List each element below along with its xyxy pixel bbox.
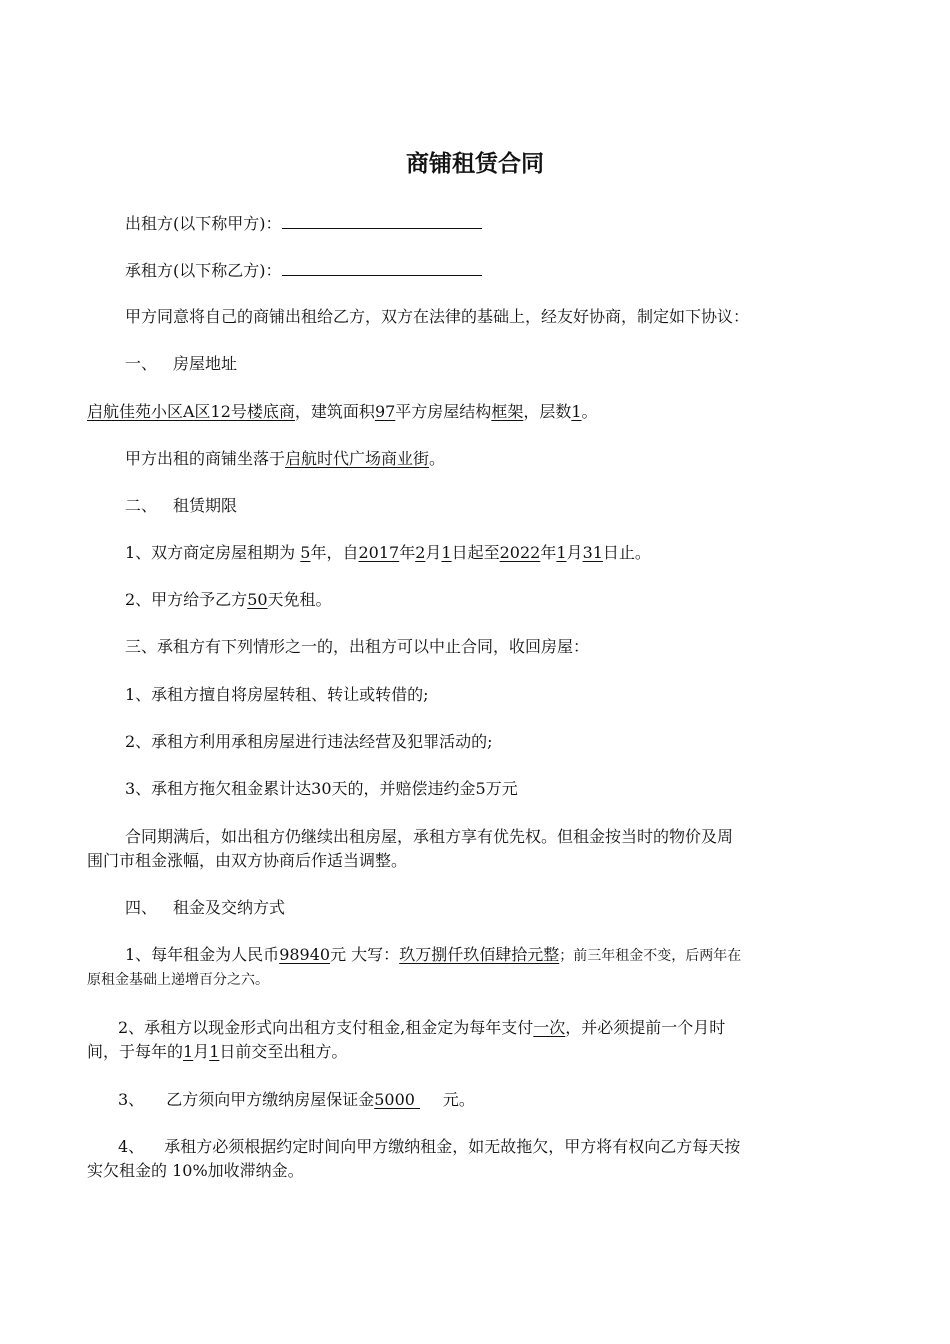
- payment-day-value: 1: [209, 1042, 220, 1061]
- payment-text: 2、承租方以现金形式向出租方支付租金,租金定为每年支付: [118, 1018, 534, 1037]
- term-text: 年: [540, 543, 557, 562]
- rent-text: 1、每年租金为人民币: [125, 945, 280, 964]
- address-line: [87, 401, 598, 423]
- start-month-value: 2: [415, 543, 426, 562]
- payment-line: [118, 1017, 725, 1039]
- term-line: [125, 542, 651, 564]
- address-text: ，建筑面积: [294, 402, 375, 421]
- section-1-number: 一、: [125, 354, 158, 373]
- address-text: 。: [581, 402, 598, 421]
- area-value: 97: [374, 402, 396, 421]
- structure-value: 框架: [491, 402, 524, 421]
- address-value: 启航佳苑小区A区12号楼底商: [87, 402, 295, 421]
- payment-text: ，并必须提前一个月时: [565, 1018, 726, 1037]
- term-text: 月: [425, 543, 442, 562]
- end-year-value: 2022: [499, 543, 541, 562]
- renewal-paragraph-line-2: 围门市租金涨幅，由双方协商后作适当调整。: [87, 851, 408, 870]
- term-text: 年，自: [310, 543, 359, 562]
- lessee-label: 承租方(以下称乙方)：: [125, 261, 282, 280]
- section-3-item-2: 2、承租方利用承租房屋进行违法经营及犯罪活动的;: [125, 732, 493, 751]
- section-3-item-3: 3、承租方拖欠租金累计达30天的，并赔偿违约金5万元: [125, 779, 518, 798]
- rent-line: [125, 944, 741, 967]
- location-line: [125, 448, 445, 470]
- term-years-value: 5: [300, 543, 311, 562]
- section-3-heading: 三、承租方有下列情形之一的，出租方可以中止合同，收回房屋：: [125, 637, 590, 656]
- rent-free-days-value: 50: [247, 590, 268, 609]
- late-fee-line: [118, 1136, 740, 1158]
- start-year-value: 2017: [358, 543, 400, 562]
- section-4-title: 租金及交纳方式: [173, 898, 286, 917]
- start-day-value: 1: [441, 543, 452, 562]
- lessor-line: [125, 212, 482, 235]
- address-text: ，层数: [523, 402, 572, 421]
- payment-text: 日前交至出租方。: [219, 1042, 348, 1061]
- rent-text: ；前三年租金不变，后两年在: [559, 948, 742, 964]
- section-4-number: 四、: [125, 898, 158, 917]
- rent-amount-words: 玖万捌仟玖佰肆拾元整: [399, 945, 560, 964]
- end-day-value: 31: [582, 543, 603, 562]
- rent-free-text: 天免租。: [267, 590, 332, 609]
- payment-text: 月: [193, 1042, 210, 1061]
- lessor-label: 出租方(以下称甲方)：: [125, 214, 282, 233]
- deposit-text: 乙方须向甲方缴纳房屋保证金: [166, 1090, 375, 1109]
- payment-frequency-value: 一次: [533, 1018, 566, 1037]
- end-month-value: 1: [556, 543, 567, 562]
- late-fee-text: 承租方必须根据约定时间向甲方缴纳租金，如无故拖欠，甲方将有权向乙方每天按: [164, 1137, 741, 1156]
- address-text: 平方房屋结构: [395, 402, 492, 421]
- payment-line-2: [87, 1041, 347, 1063]
- rent-amount-value: 98940: [279, 945, 331, 964]
- section-2-title: 租赁期限: [173, 496, 238, 515]
- deposit-amount-value: 5000: [374, 1090, 415, 1109]
- term-text: 年: [399, 543, 416, 562]
- lessor-blank: [282, 212, 482, 229]
- payment-text: 间，于每年的: [87, 1042, 184, 1061]
- section-1-heading: [125, 353, 237, 375]
- rent-free-text: 2、甲方给予乙方: [125, 590, 248, 609]
- late-fee-number: 4、: [118, 1137, 145, 1156]
- term-text: 1、双方商定房屋租期为: [125, 543, 301, 562]
- term-text: 日起至: [451, 543, 500, 562]
- rent-free-line: [125, 589, 332, 611]
- term-text: 月: [566, 543, 583, 562]
- location-text: 甲方出租的商铺坐落于: [125, 449, 286, 468]
- section-1-title: 房屋地址: [173, 354, 238, 373]
- payment-month-value: 1: [183, 1042, 194, 1061]
- deposit-text: 元。: [442, 1090, 475, 1109]
- section-2-heading: [125, 495, 237, 517]
- late-fee-line-2: 实欠租金的 10%加收滞纳金。: [87, 1161, 304, 1180]
- deposit-number: 3、: [118, 1090, 145, 1109]
- intro-paragraph: 甲方同意将自己的商铺出租给乙方，双方在法律的基础上，经友好协商，制定如下协议：: [125, 307, 750, 326]
- floors-value: 1: [571, 402, 582, 421]
- section-4-heading: [125, 897, 285, 919]
- rent-line-2: 原租金基础上递增百分之六。: [87, 972, 269, 988]
- deposit-line: [118, 1089, 475, 1111]
- renewal-paragraph-line-1: 合同期满后，如出租方仍继续出租房屋，承租方享有优先权。但租金按当时的物价及周: [125, 827, 734, 846]
- document-title: 商铺租赁合同: [406, 151, 544, 177]
- section-2-number: 二、: [125, 496, 158, 515]
- deposit-underline-pad: [415, 1089, 443, 1111]
- lessee-line: [125, 259, 482, 282]
- rent-text: 元 大写：: [330, 945, 400, 964]
- location-text: 。: [429, 449, 446, 468]
- section-3-item-1: 1、承租方擅自将房屋转租、转让或转借的;: [125, 685, 429, 704]
- location-value: 启航时代广场商业街: [285, 449, 430, 468]
- lessee-blank: [282, 259, 482, 276]
- term-text: 日止。: [602, 543, 651, 562]
